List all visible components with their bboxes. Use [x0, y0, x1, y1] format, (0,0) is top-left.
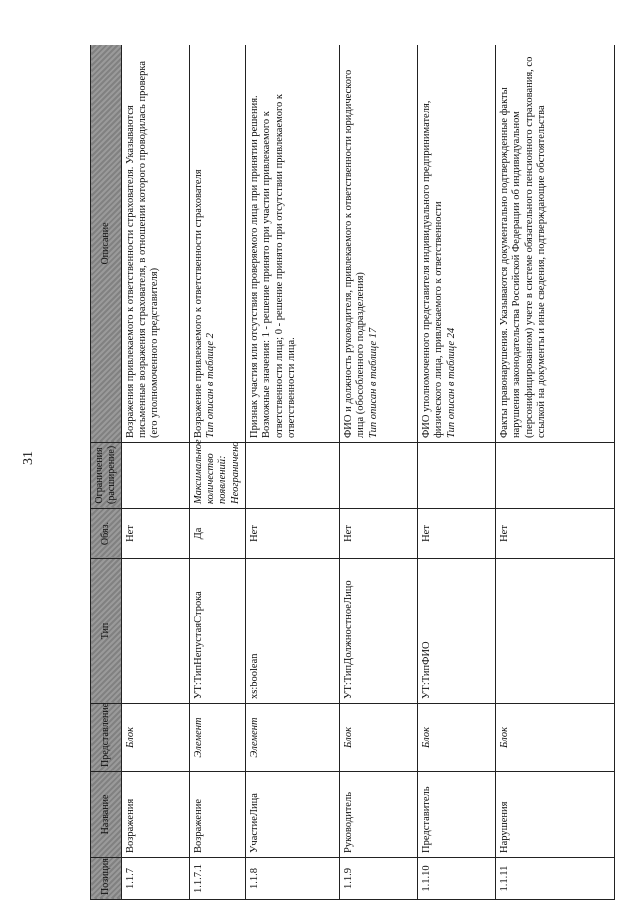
cell-required: Нет — [246, 509, 340, 559]
cell-name: Представитель — [418, 772, 496, 858]
cell-representation: Блок — [418, 704, 496, 772]
cell-position: 1.1.10 — [418, 858, 496, 900]
table-row — [121, 45, 189, 900]
header-type: Тип — [91, 559, 122, 704]
cell-description — [496, 45, 615, 443]
header-representation: Представление — [91, 704, 122, 772]
cell-name: Возражения — [121, 772, 189, 858]
description-text: Факты правонарушения. Указываются документально подтвержденные факты нарушения законодательства Российской Федерации об индивидуальном (персонифицированном) учете в системе обязательного пенсионного страхования, со ссылкой на документы и иные сведения, подтверждающие обстоятельства — [499, 56, 548, 438]
description-text: Возражения привлекаемого к ответственности страхователя. Указываются письменные возражения страхователя, в отношении которого проводилась проверка (его уполномоченного представителя) — [124, 61, 161, 438]
cell-position: 1.1.11 — [496, 858, 615, 900]
cell-name: Нарушения — [496, 772, 615, 858]
cell-description — [246, 45, 340, 443]
table-row — [340, 45, 418, 900]
structure-table — [90, 45, 615, 900]
cell-description — [418, 45, 496, 443]
cell-required: Нет — [340, 509, 418, 559]
cell-name: УчастиеЛица — [246, 772, 340, 858]
cell-description — [189, 45, 246, 443]
cell-description — [340, 45, 418, 443]
cell-restrictions — [496, 443, 615, 509]
cell-representation: Блок — [121, 704, 189, 772]
cell-required: Нет — [496, 509, 615, 559]
description-text: Признак участия или отсутствия проверяемого лица при принятии решения. Возможные значения: 1 - решение принято при участии привлекаемого к ответственности лица; 0 - решение принято при отсутствии привлекаемого к ответственности лица. — [249, 93, 298, 438]
rotated-table-frame — [90, 45, 615, 900]
cell-restrictions: Максимальное количество появлений: Неограничено — [189, 443, 246, 509]
cell-representation: Элемент — [246, 704, 340, 772]
cell-restrictions — [340, 443, 418, 509]
table-row — [246, 45, 340, 900]
page-number: 31 — [21, 451, 36, 465]
cell-representation: Элемент — [189, 704, 246, 772]
cell-position: 1.1.7.1 — [189, 858, 246, 900]
description-text: ФИО и должность руководителя, привлекаемого к ответственности юридического лица (обособленного подразделения) — [343, 69, 367, 438]
cell-name: Руководитель — [340, 772, 418, 858]
cell-position: 1.1.8 — [246, 858, 340, 900]
header-required: Обяз. — [91, 509, 122, 559]
description-note: Тип описан в таблице 24 — [445, 327, 457, 438]
cell-required: Нет — [418, 509, 496, 559]
cell-required: Да — [189, 509, 246, 559]
description-note: Тип описан в таблице 2 — [204, 333, 216, 438]
cell-type: УТ:ТипНепустаяСтрока — [189, 559, 246, 704]
cell-description — [121, 45, 189, 443]
cell-type: xs:boolean — [246, 559, 340, 704]
cell-name: Возражение — [189, 772, 246, 858]
cell-type — [496, 559, 615, 704]
header-restrictions: Ограничения (расширение) — [91, 443, 122, 509]
cell-representation: Блок — [496, 704, 615, 772]
cell-position: 1.1.7 — [121, 858, 189, 900]
header-row — [91, 45, 122, 900]
cell-required: Нет — [121, 509, 189, 559]
header-name: Название — [91, 772, 122, 858]
cell-restrictions — [121, 443, 189, 509]
table-row — [496, 45, 615, 900]
header-description: Описание — [91, 45, 122, 443]
cell-type — [121, 559, 189, 704]
description-note: Тип описан в таблице 17 — [367, 327, 379, 438]
cell-restrictions — [246, 443, 340, 509]
cell-restrictions — [418, 443, 496, 509]
description-text: ФИО уполномоченного представителя индивидуального предпринимателя, физического лица, привлекаемого к ответственности — [421, 100, 445, 438]
cell-type: УТ:ТипФИО — [418, 559, 496, 704]
cell-type: УТ:ТипДолжностноеЛицо — [340, 559, 418, 704]
header-position: Позиция — [91, 858, 122, 900]
table-row — [189, 45, 246, 900]
table-row — [418, 45, 496, 900]
cell-representation: Блок — [340, 704, 418, 772]
cell-position: 1.1.9 — [340, 858, 418, 900]
description-text: Возражение привлекаемого к ответственности страхователя — [192, 169, 204, 438]
